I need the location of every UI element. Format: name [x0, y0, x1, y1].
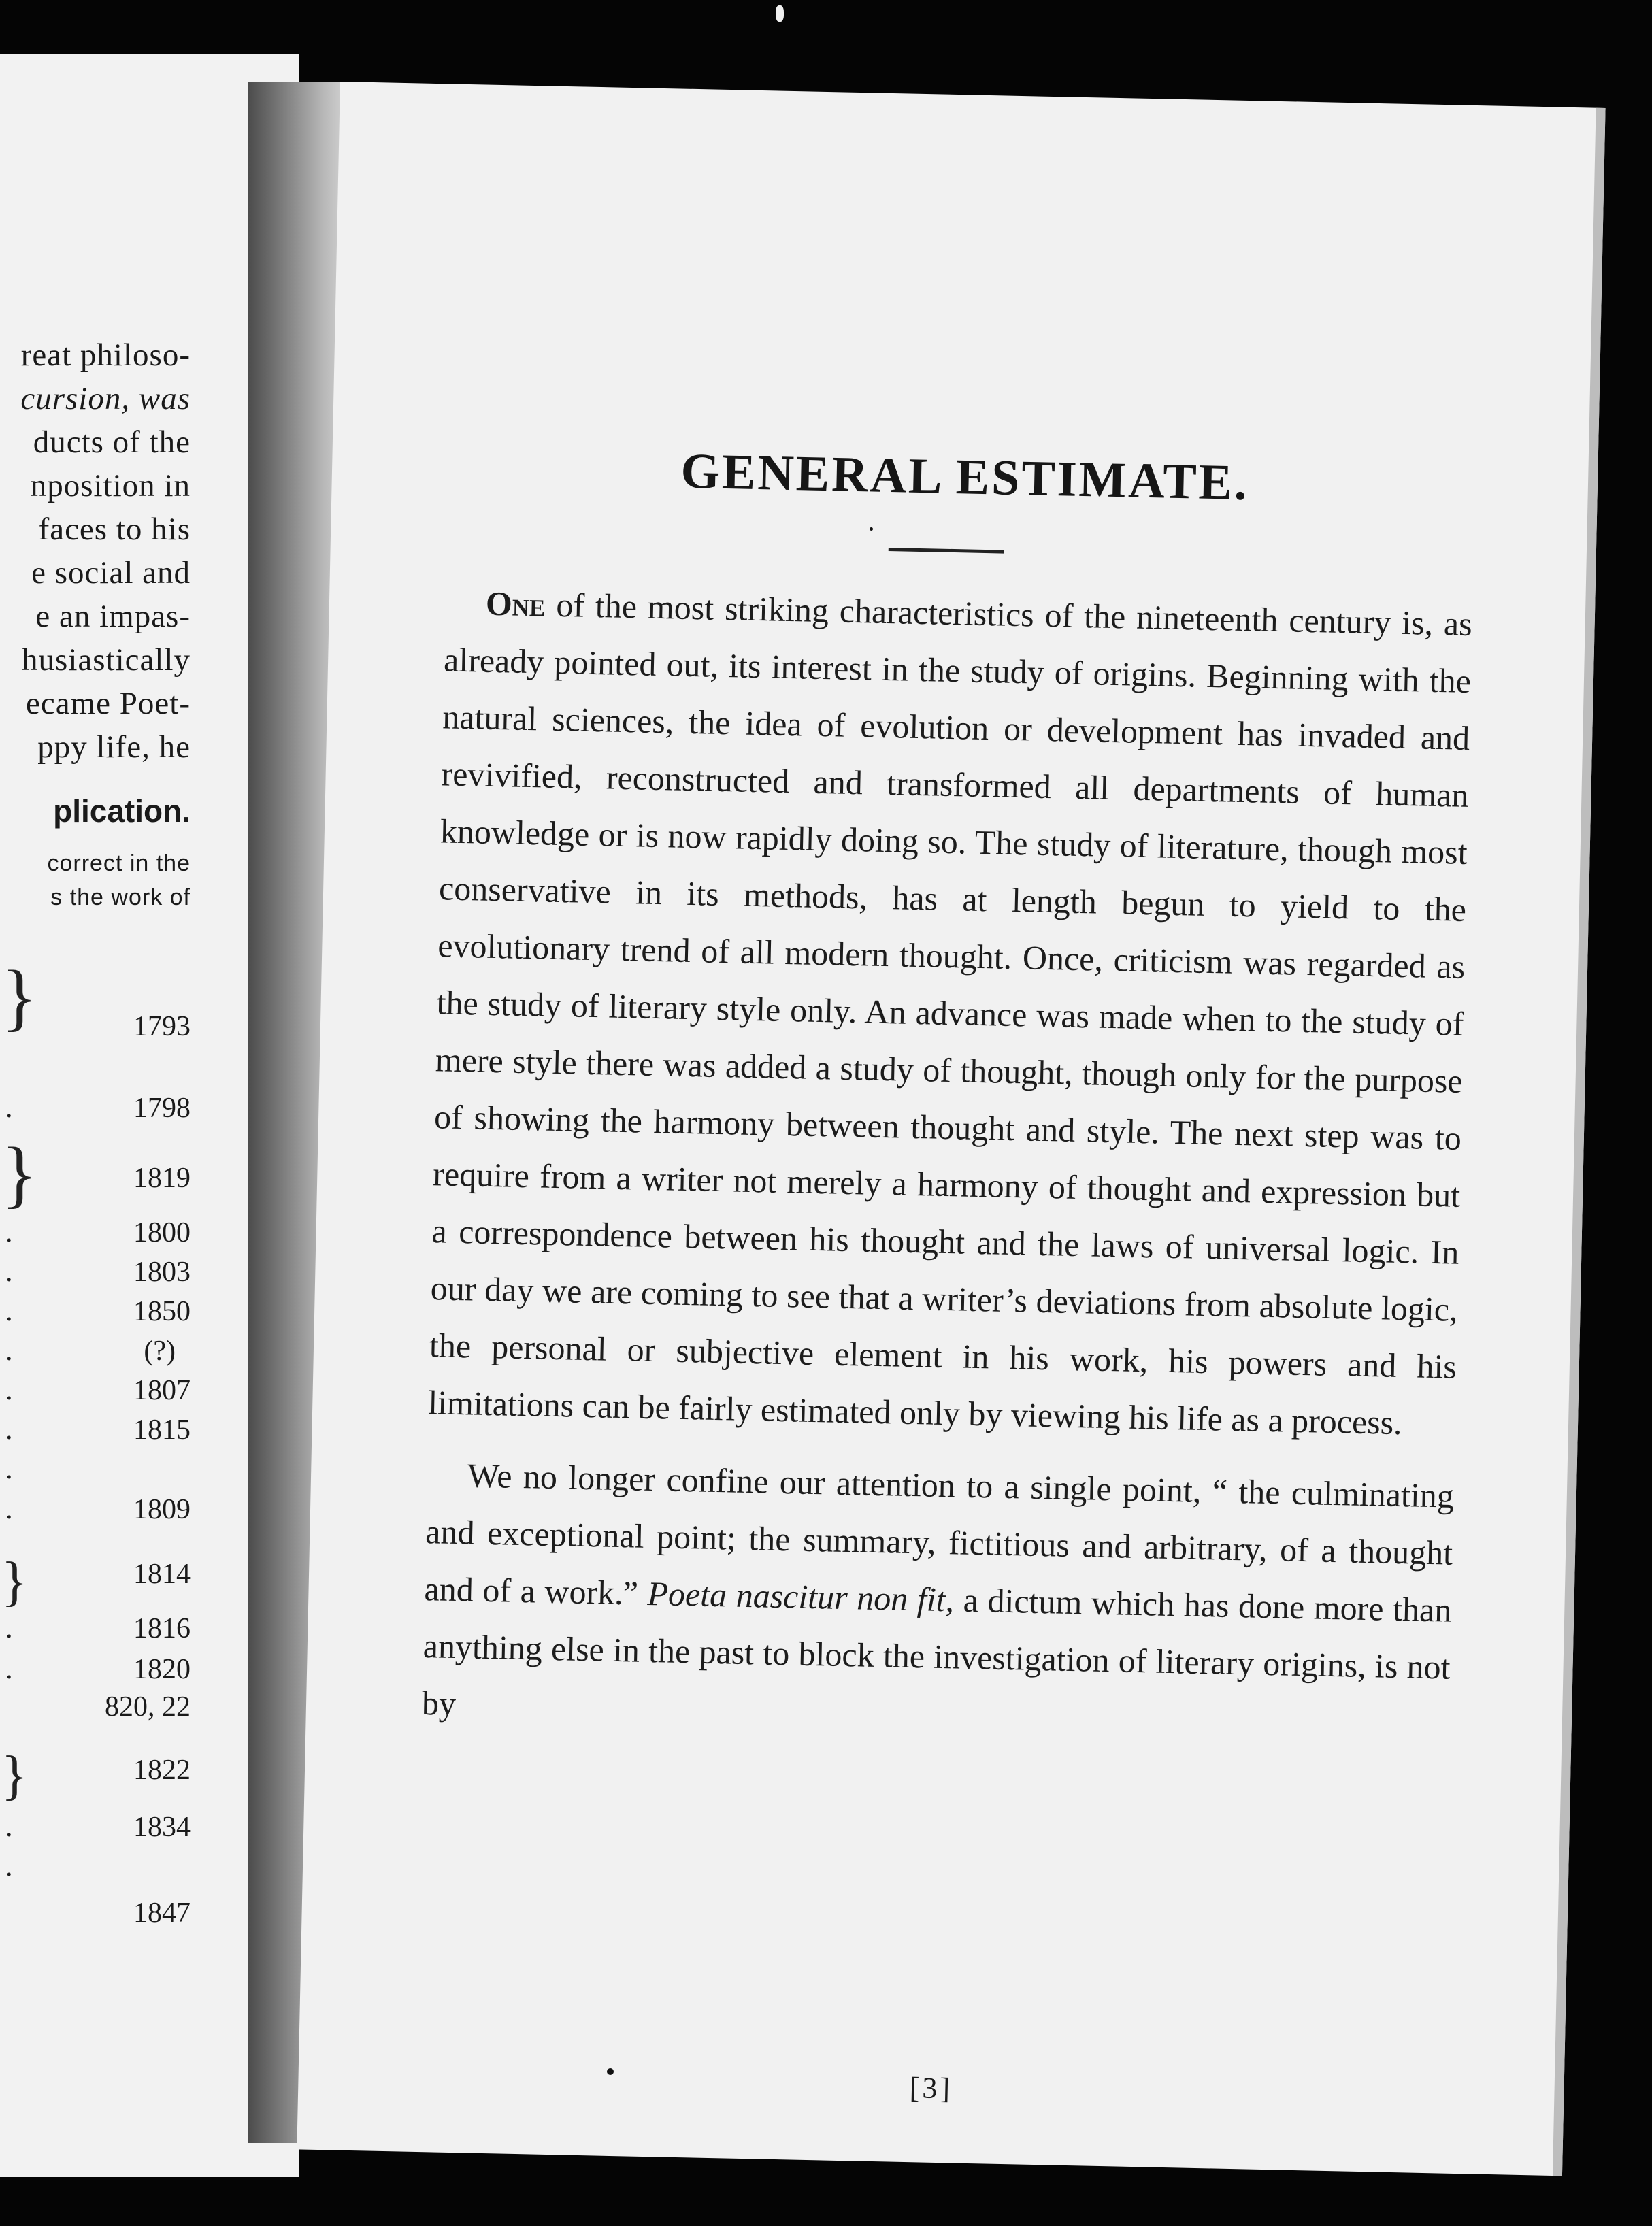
- leader-dot: .: [5, 1217, 13, 1248]
- leader-dot: .: [5, 1296, 13, 1327]
- facing-text-line: nposition in: [30, 468, 191, 503]
- leader-dot: .: [5, 1093, 13, 1124]
- facing-date: 1822: [133, 1755, 191, 1786]
- facing-text-line: ducts of the: [33, 425, 191, 460]
- page-number: [3]: [909, 2071, 953, 2106]
- leader-dot: .: [5, 1812, 13, 1843]
- brace-glyph: }: [1, 955, 37, 1038]
- facing-date: 1847: [133, 1897, 191, 1929]
- facing-date: (?): [144, 1335, 176, 1367]
- leader-dot: .: [5, 1494, 13, 1525]
- title-rule: [889, 548, 1004, 554]
- paragraph-2: [421, 1446, 1454, 1753]
- facing-text-line: husiastically: [22, 642, 191, 678]
- scan-speck: [776, 5, 784, 22]
- facing-small-line: correct in the: [47, 850, 191, 876]
- facing-text-line: e social and: [31, 555, 191, 591]
- latin-dictum: Poeta nascitur non fit,: [647, 1574, 955, 1619]
- leader-dot: .: [5, 1375, 13, 1406]
- scan-speck: [870, 527, 873, 531]
- facing-date: 1814: [133, 1559, 191, 1590]
- facing-date: 1815: [133, 1414, 191, 1446]
- leader-dot: .: [5, 1454, 13, 1485]
- facing-text-line: reat philoso-: [20, 337, 191, 373]
- facing-date: 1798: [133, 1093, 191, 1124]
- scan-speck: [607, 2068, 614, 2075]
- page-edge: [1553, 108, 1606, 2176]
- brace-glyph: }: [1, 1746, 28, 1806]
- paragraph-1: [427, 574, 1472, 1452]
- body-text: [421, 574, 1473, 1767]
- leader-dot: .: [5, 1335, 13, 1367]
- facing-date: 1793: [133, 1011, 191, 1042]
- facing-text-line: ppy life, he: [37, 729, 191, 765]
- paragraph-2-text-before: We no longer confine our attention to a single point, “ the culminating and exceptional point; the summary, fictitious and arbitrary, of a thought and of a work.”: [424, 1456, 1455, 1612]
- facing-date: 1819: [133, 1163, 191, 1194]
- facing-text-line: ecame Poet-: [26, 686, 191, 721]
- leader-dot: .: [5, 1257, 13, 1288]
- paragraph-2-text-after: a dictum which has done more than anything else in the past to block the investigation of literary origins, is not by: [421, 1580, 1452, 1723]
- facing-date: 1850: [133, 1296, 191, 1327]
- facing-heading: plication.: [53, 793, 191, 829]
- facing-date: 1803: [133, 1257, 191, 1288]
- leader-dot: .: [5, 1851, 13, 1882]
- leader-dot: .: [5, 1613, 13, 1644]
- book-page: [297, 82, 1605, 2176]
- facing-small-line: s the work of: [50, 884, 191, 910]
- brace-glyph: }: [1, 1132, 37, 1215]
- facing-date: 1820: [133, 1654, 191, 1685]
- facing-text-line: faces to his: [38, 512, 191, 547]
- paragraph-1-text: of the most striking characteristics of the nineteenth century is, as already pointed out, its interest in the study of origins. Beginning with the natural sciences, the idea of evolution or development has invaded and revivified, reconstructed and transformed all departments of human knowledge or is now rapidly doing so. The study of literature, though most conservative in its methods, has at length begun to yield to the evolutionary trend of all modern thought. Once, criticism was regarded as the study of literary style only. An advance was made when to the study of mere style there was added a study of thought, though only for the purpose of showing the harmony between thought and style. The next step was to require from a writer not merely a harmony of thought and expression but a correspondence between his thought and the laws of universal logic. In our day we are coming to see that a writer’s deviations from absolute logic, the personal or subjective element in his work, his powers and his limitations can be fairly estimated only by viewing his life as a process.: [427, 585, 1473, 1442]
- facing-text-line: e an impas-: [35, 599, 191, 634]
- brace-glyph: }: [1, 1552, 28, 1612]
- chapter-title: GENERAL ESTIMATE.: [680, 443, 1250, 512]
- facing-text-line: cursion, was: [20, 381, 191, 416]
- leader-dot: .: [5, 1654, 13, 1685]
- facing-date: 1800: [133, 1217, 191, 1248]
- facing-date: 1809: [133, 1494, 191, 1525]
- facing-date: 1807: [133, 1375, 191, 1406]
- facing-date: 1816: [133, 1613, 191, 1644]
- paragraph-lead-word: One: [485, 584, 546, 624]
- leader-dot: .: [5, 1414, 13, 1446]
- facing-date: 820, 22: [105, 1691, 191, 1723]
- facing-date: 1834: [133, 1812, 191, 1843]
